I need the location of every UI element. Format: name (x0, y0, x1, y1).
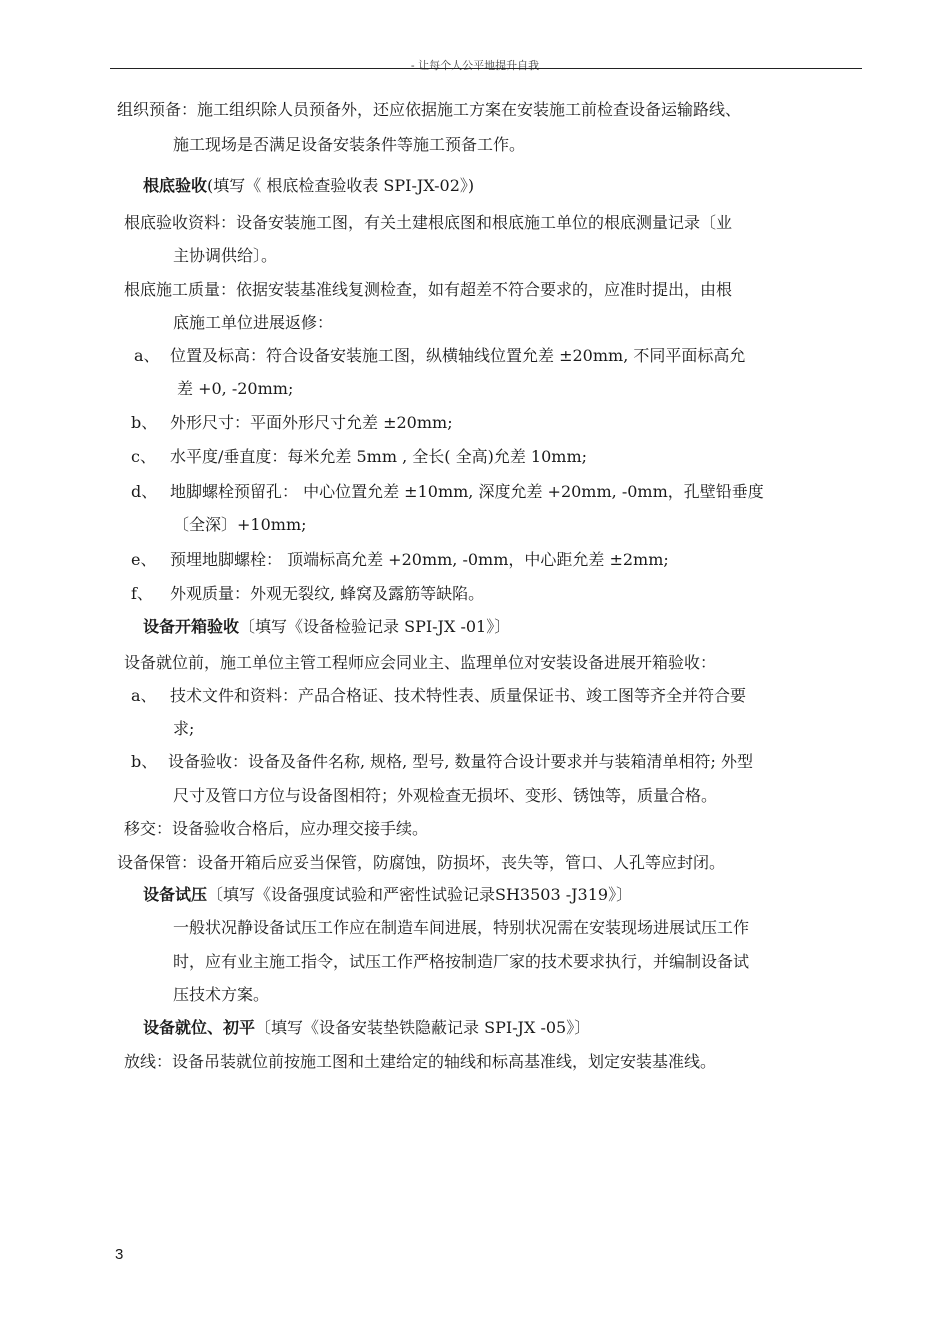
list-item-bolt-hole-cont: 〔全深〕+10mm; (173, 515, 307, 534)
header-slogan: - 让每个人公平地提升自我 (410, 59, 540, 72)
layout-line: 放线：设备吊装就位前按施工图和土建给定的轴线和标高基准线，划定安装基准线。 (124, 1052, 717, 1071)
foundation-docs-line-2: 主协调供给〕。 (173, 246, 278, 265)
foundation-quality-line-1: 根底施工质量：依据安装基准线复测检查，如有超差不符合要求的，应准时提出，由根 (124, 280, 733, 299)
section-heading-unpacking (143, 617, 510, 637)
prep-paragraph-line-1: 组织预备：施工组织除人员预备外，还应依据施工方案在安装施工前检查设备运输路线、 (117, 100, 742, 119)
list-marker: a、 (131, 686, 157, 705)
section-form-ref: 〔填写《设备强度试验和严密性试验记录SH3503 -J319》〕 (207, 885, 633, 904)
list-item-level: 水平度/垂直度：每米允差 5mm , 全长( 全高)允差 10mm; (170, 447, 588, 466)
pressure-test-line-3: 压技术方案。 (173, 985, 270, 1004)
list-item-equipment-check: 设备验收：设备及备件名称, 规格, 型号, 数量符合设计要求并与装箱清单相符; 外型 (168, 752, 753, 771)
section-title: 设备试压 (143, 885, 208, 904)
section-form-ref: 〔填写《设备检验记录 SPI-JX -01》〕 (239, 617, 511, 636)
list-item-equipment-check-cont: 尺寸及管口方位与设备图相符；外观检查无损坏、变形、锈蚀等，质量合格。 (173, 786, 718, 805)
section-form-ref: 〔填写《设备安装垫铁隐蔽记录 SPI-JX -05》〕 (255, 1018, 591, 1037)
section-heading-pressure-test (143, 885, 632, 905)
section-form-ref: (填写《 根底检查验收表 SPI-JX-02》) (207, 176, 475, 195)
list-marker: b、 (131, 413, 158, 432)
list-item-tech-docs: 技术文件和资料：产品合格证、技术特性表、质量保证书、竣工图等齐全并符合要 (170, 686, 747, 705)
list-item-position-cont: 差 +0, -20mm; (177, 379, 294, 398)
foundation-docs-line-1: 根底验收资料：设备安装施工图，有关土建根底图和根底施工单位的根底测量记录〔业 (124, 213, 733, 232)
prep-paragraph-line-2: 施工现场是否满足设备安装条件等施工预备工作。 (173, 135, 526, 154)
list-marker: e、 (131, 550, 157, 569)
list-item-anchor-bolt: 预埋地脚螺栓： 顶端标高允差 +20mm, -0mm，中心距允差 ±2mm; (170, 550, 669, 569)
header-divider (110, 68, 862, 69)
pressure-test-line-2: 时，应有业主施工指令，试压工作严格按制造厂家的技术要求执行，并编制设备试 (173, 952, 750, 971)
section-title: 设备就位、初平 (143, 1018, 256, 1037)
section-heading-foundation (143, 176, 474, 196)
foundation-quality-line-2: 底施工单位进展返修： (173, 313, 334, 332)
list-item-tech-docs-cont: 求; (173, 719, 195, 738)
storage-line: 设备保管：设备开箱后应妥当保管，防腐蚀，防损坏，丧失等，管口、人孔等应封闭。 (117, 853, 726, 872)
list-marker: b、 (131, 752, 158, 771)
page-number: 3 (115, 1246, 124, 1263)
list-marker: d、 (131, 482, 158, 501)
list-item-shape: 外形尺寸：平面外形尺寸允差 ±20mm; (170, 413, 453, 432)
list-item-bolt-hole: 地脚螺栓预留孔： 中心位置允差 ±10mm, 深度允差 +20mm, -0mm，孔壁铅垂度 (170, 482, 764, 501)
list-marker: f、 (131, 584, 153, 603)
section-heading-positioning (143, 1018, 590, 1038)
section-title: 根底验收 (143, 176, 208, 195)
unpacking-intro: 设备就位前，施工单位主管工程师应会同业主、监理单位对安装设备进展开箱验收： (124, 653, 717, 672)
handover-line: 移交：设备验收合格后，应办理交接手续。 (124, 819, 429, 838)
list-item-position: 位置及标高：符合设备安装施工图，纵横轴线位置允差 ±20mm, 不同平面标高允 (170, 346, 746, 365)
section-title: 设备开箱验收 (143, 617, 240, 636)
list-item-appearance: 外观质量：外观无裂纹, 蜂窝及露筋等缺陷。 (170, 584, 485, 603)
list-marker: a、 (134, 346, 160, 365)
list-marker: c、 (131, 447, 156, 466)
pressure-test-line-1: 一般状况静设备试压工作应在制造车间进展，特别状况需在安装现场进展试压工作 (173, 918, 750, 937)
